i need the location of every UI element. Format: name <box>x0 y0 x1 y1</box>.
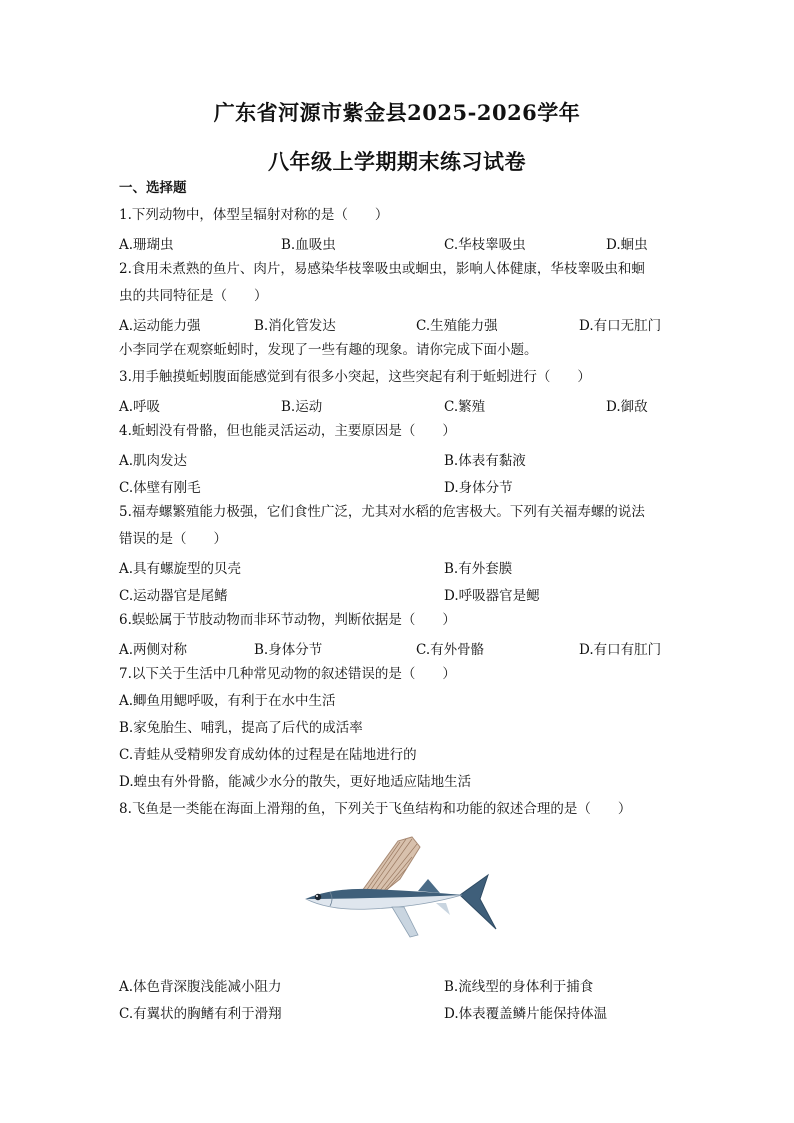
q2-stem-line1: 2.食用未煮熟的鱼片、肉片，易感染华枝睾吸虫或蛔虫，影响人体健康，华枝睾吸虫和蛔 <box>119 261 645 277</box>
q8-options-row1 <box>119 975 679 993</box>
passage-intro: 小李同学在观察蚯蚓时，发现了一些有趣的现象。请你完成下面小题。 <box>119 342 538 358</box>
q4-stem: 4.蚯蚓没有骨骼，但也能灵活运动，主要原因是（ ） <box>119 423 456 439</box>
q5-options-row1 <box>119 557 679 575</box>
q1-option-a[interactable]: A.珊瑚虫 <box>119 237 174 253</box>
q1-options <box>119 233 679 251</box>
q3-stem: 3.用手触摸蚯蚓腹面能感觉到有很多小突起，这些突起有利于蚯蚓进行（ ） <box>119 369 591 385</box>
q5-stem-line1: 5.福寿螺繁殖能力极强，它们食性广泛，尤其对水稻的危害极大。下列有关福寿螺的说法 <box>119 504 645 520</box>
section-heading: 一、选择题 <box>119 180 187 196</box>
q3-option-a[interactable]: A.呼吸 <box>119 399 161 415</box>
q6-option-b[interactable]: B.身体分节 <box>254 642 323 658</box>
q5-stem-line2: 错误的是（ ） <box>119 531 227 547</box>
q2-stem-line2: 虫的共同特征是（ ） <box>119 288 268 304</box>
q5-option-b[interactable]: B.有外套膜 <box>444 561 513 577</box>
q2-option-a[interactable]: A.运动能力强 <box>119 318 201 334</box>
q2-option-d[interactable]: D.有口无肛门 <box>579 318 662 334</box>
q7-option-d[interactable]: D.蝗虫有外骨骼，能减少水分的散失，更好地适应陆地生活 <box>119 774 472 790</box>
q3-option-d[interactable]: D.御敌 <box>606 399 648 415</box>
q6-options <box>119 638 679 656</box>
q6-stem: 6.蜈蚣属于节肢动物而非环节动物，判断依据是（ ） <box>119 612 456 628</box>
q4-option-c[interactable]: C.体壁有刚毛 <box>119 480 201 496</box>
q8-option-b[interactable]: B.流线型的身体利于捕食 <box>444 979 594 995</box>
q4-option-b[interactable]: B.体表有黏液 <box>444 453 526 469</box>
q3-option-b[interactable]: B.运动 <box>281 399 323 415</box>
q7-option-b[interactable]: B.家兔胎生、哺乳，提高了后代的成活率 <box>119 720 363 736</box>
q3-option-c[interactable]: C.繁殖 <box>444 399 486 415</box>
page-title-line2: 八年级上学期期末练习试卷 <box>268 149 526 174</box>
q5-option-a[interactable]: A.具有螺旋型的贝壳 <box>119 561 242 577</box>
q4-option-d[interactable]: D.身体分节 <box>444 480 513 496</box>
q1-stem: 1.下列动物中，体型呈辐射对称的是（ ） <box>119 207 389 223</box>
q5-options-row2 <box>119 584 679 602</box>
q7-option-a[interactable]: A.鲫鱼用鳃呼吸，有利于在水中生活 <box>119 693 336 709</box>
q2-option-b[interactable]: B.消化管发达 <box>254 318 336 334</box>
q8-option-c[interactable]: C.有翼状的胸鳍有利于滑翔 <box>119 1006 282 1022</box>
q8-stem: 8.飞鱼是一类能在海面上滑翔的鱼，下列关于飞鱼结构和功能的叙述合理的是（ ） <box>119 801 632 817</box>
page-title-line1: 广东省河源市紫金县2025-2026学年 <box>213 100 581 125</box>
q8-option-d[interactable]: D.体表覆盖鳞片能保持体温 <box>444 1006 608 1022</box>
q6-option-a[interactable]: A.两侧对称 <box>119 642 188 658</box>
q6-option-d[interactable]: D.有口有肛门 <box>579 642 662 658</box>
q1-option-d[interactable]: D.蛔虫 <box>606 237 648 253</box>
q1-option-c[interactable]: C.华枝睾吸虫 <box>444 237 526 253</box>
q1-option-b[interactable]: B.血吸虫 <box>281 237 336 253</box>
flying-fish-image <box>300 833 500 953</box>
q7-option-c[interactable]: C.青蛙从受精卵发育成幼体的过程是在陆地进行的 <box>119 747 417 763</box>
q8-option-a[interactable]: A.体色背深腹浅能减小阻力 <box>119 979 282 995</box>
q2-option-c[interactable]: C.生殖能力强 <box>416 318 498 334</box>
q4-option-a[interactable]: A.肌肉发达 <box>119 453 188 469</box>
q4-options-row2 <box>119 476 679 494</box>
q5-option-d[interactable]: D.呼吸器官是鳃 <box>444 588 540 604</box>
q6-option-c[interactable]: C.有外骨骼 <box>416 642 485 658</box>
q4-options-row1 <box>119 449 679 467</box>
q2-options <box>119 314 679 332</box>
q7-stem: 7.以下关于生活中几种常见动物的叙述错误的是（ ） <box>119 666 456 682</box>
q8-options-row2 <box>119 1002 679 1020</box>
q3-options <box>119 395 679 413</box>
q5-option-c[interactable]: C.运动器官是尾鳍 <box>119 588 228 604</box>
